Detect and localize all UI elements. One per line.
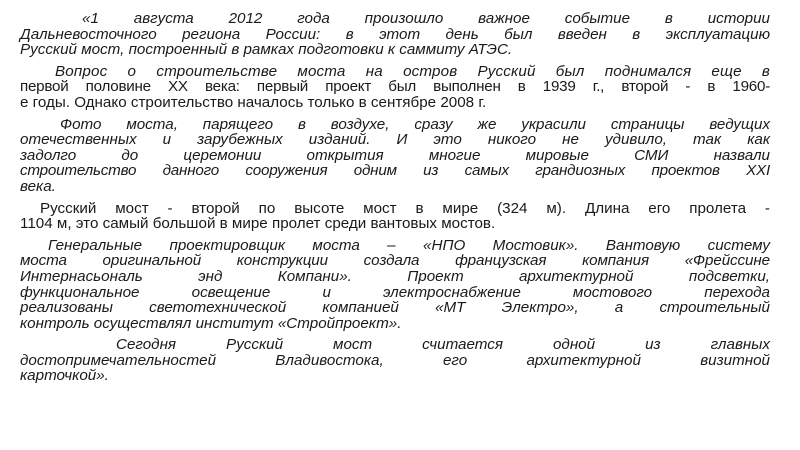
text-line: Генеральные проектировщик моста – «НПО Мостовик». Вантовую систему (48, 236, 770, 254)
paragraph-4 (20, 201, 770, 232)
text-line: Сегодня Русский мост считается одной из главных (116, 336, 770, 354)
paragraph-3 (20, 117, 770, 195)
paragraph-1 (20, 11, 770, 58)
text-line: контроль осуществлял институт «Стройпроект». (20, 314, 402, 332)
text-line: Фото моста, парящего в воздухе, сразу же украсили страницы ведущих (60, 115, 770, 133)
text-line: Вопрос о строительстве моста на остров Русский был поднимался еще в (55, 62, 770, 80)
paragraph-5 (20, 238, 770, 332)
text-line: е годы. Однако строительство началось только в сентябре 2008 г. (20, 93, 487, 111)
text-line: реализованы светотехнической компанией «МТ Электро», а строительный (20, 299, 770, 317)
text-line: моста оригинальной конструкции создала французская компания «Фрейссине (20, 252, 770, 270)
text-line: карточкой». (20, 367, 109, 385)
text-line: строительство данного сооружения одним из самых грандиозных проектов XXI (20, 162, 770, 180)
paragraph-2 (20, 64, 770, 111)
text-line: Русский мост - второй по высоте мост в мире (324 м). Длина его пролета - (40, 199, 770, 217)
text-line: функциональное освещение и электроснабжение мостового перехода (20, 283, 770, 301)
text-line: «1 августа 2012 года произошло важное событие в истории (82, 10, 770, 27)
text-line: достопримечательностей Владивостока, его архитектурной визитной (20, 351, 770, 369)
text-line: Дальневосточного региона России: в этот день был введен в эксплуатацию (20, 25, 770, 43)
text-line: Интернасьональ энд Компани». Проект архитектурной подсветки, (20, 267, 770, 285)
text-line: первой половине XX века: первый проект был выполнен в 1939 г., второй - в 1960- (20, 78, 770, 96)
text-line: задолго до церемонии открытия многие мировые СМИ назвали (20, 146, 770, 164)
text-line: 1104 м, это самый большой в мире пролет среди вантовых мостов. (20, 215, 496, 233)
text-line: Русский мост, построенный в рамках подготовки к саммиту АТЭС. (20, 41, 513, 59)
document-body (20, 11, 770, 390)
text-line: отечественных и зарубежных изданий. И это никого не удивило, так как (20, 131, 770, 149)
paragraph-6 (20, 337, 770, 384)
text-line: века. (20, 177, 56, 195)
